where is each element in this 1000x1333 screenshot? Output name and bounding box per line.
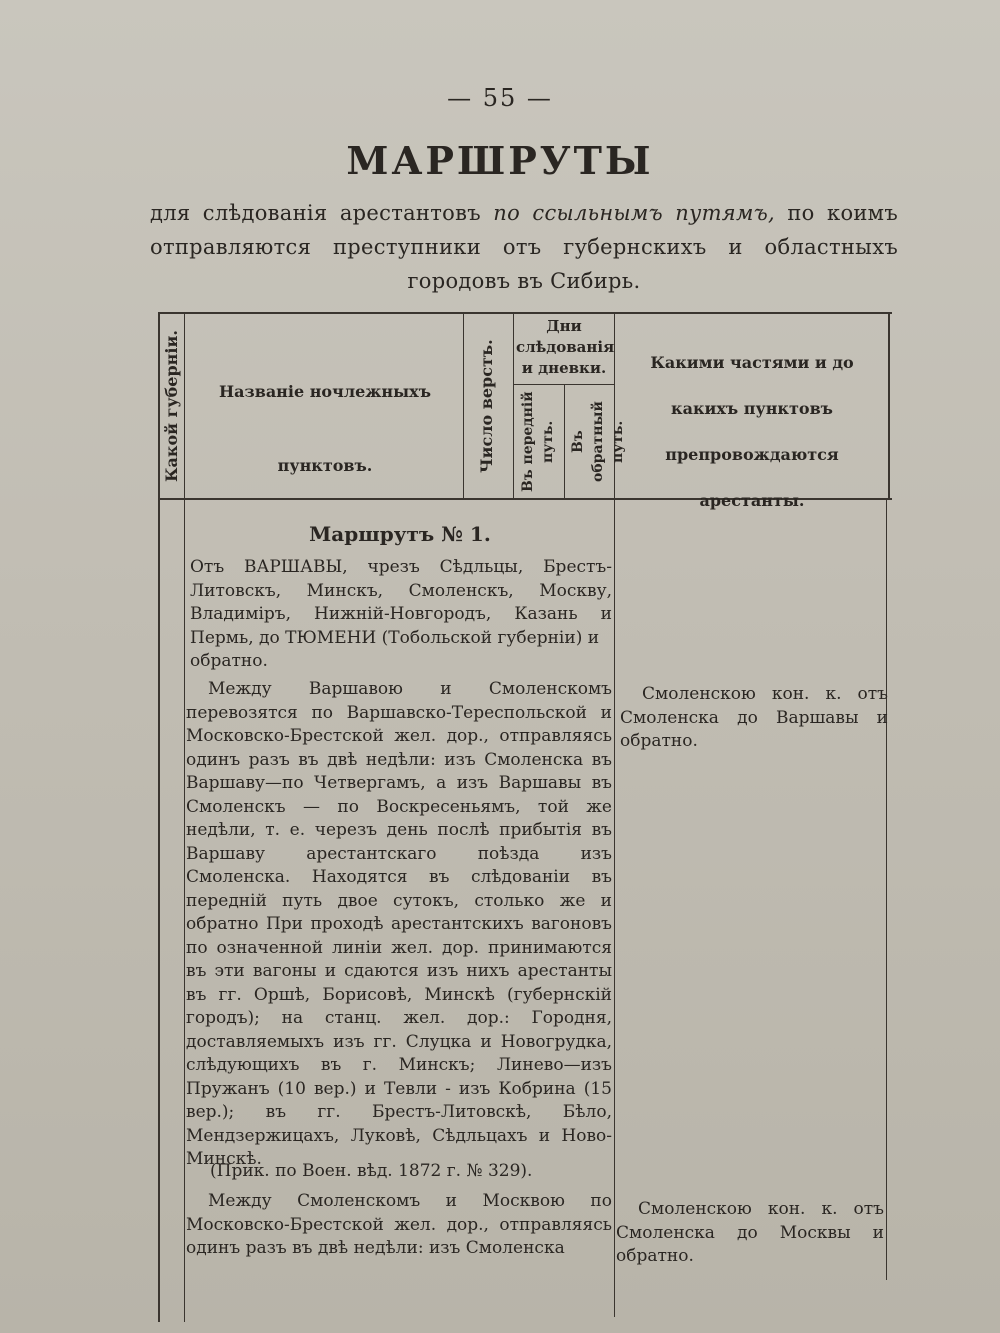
col-rule-versts	[513, 312, 514, 500]
page-number: — 55 —	[447, 84, 553, 112]
subtitle-part2: по коимъ отправляются преступники отъ губернскихъ и областныхъ городовъ въ Сибирь.	[150, 201, 898, 293]
col-rule-points	[463, 312, 464, 500]
header-escort: Какими частями и до какихъ пунктовъ препровождаются арестанты.	[650, 353, 854, 510]
route-description-main: Отъ ВАРШАВЫ, чрезъ Сѣдльцы, Брестъ-Литовскъ, Минскъ, Смоленскъ, Москву, Владиміръ, Нижній-Новгородъ, Казань и Пермь, до ТЮМЕНИ (Тобольской губерніи) и	[190, 557, 612, 648]
route-paragraph-2: Между Смоленскомъ и Москвою по Московско-Брестской жел. дор., отправляясь одинъ разъ въ двѣ недѣли: изъ Смоленска	[186, 1191, 612, 1258]
route-paragraph-1: Между Варшавою и Смоленскомъ перевозятся по Варшавско-Тереспольской и Московско-Брестской жел. дор., отправляясь одинъ разъ въ двѣ недѣли: изъ Смоленска въ Варшаву—по Четвергамъ, а изъ Варшавы въ Смоленскъ — по Воскресеньямъ, той же недѣли, т. е. черезъ день послѣ прибытія въ Варшаву арестантскаго поѣзда изъ Смоленска. Находятся въ слѣдованіи въ передній путь двое сутокъ, столько же и обратно При проходѣ арестантскихъ вагоновъ по означенной линіи жел. дор. принимаются въ эти вагоны и сдаются изъ нихъ арестанты въ гг. Оршѣ, Борисовѣ, Минскѣ (губернскій городъ); на станц. жел. дор.: Городня, доставляемыхъ изъ гг. Слуцка и Новогрудка, слѣдующихъ въ г. Минскъ; Линево—изъ Пружанъ (10 вер.) и Тевли - изъ Кобрина (15 вер.); въ гг. Брестъ-Литовскѣ, Бѣло, Мендзержицахъ, Луковѣ, Сѣдльцахъ и Ново-Минскѣ.	[186, 679, 612, 1169]
route-description	[190, 556, 612, 674]
route-description-end: обратно.	[190, 651, 268, 671]
subtitle-italic: по ссыльнымъ путямъ,	[493, 201, 775, 225]
page-title: МАРШРУТЫ	[346, 138, 654, 183]
table-top-rule	[158, 312, 892, 314]
header-province: Какой губерніи.	[162, 330, 181, 482]
escort-note-2: Смоленскою кон. к. отъ Смоленска до Москвы и обратно.	[616, 1199, 884, 1266]
subtitle-part1: для слѣдованія арестантовъ	[150, 201, 494, 225]
table-right-rule-body	[886, 500, 887, 1280]
route-title: Маршрутъ № 1.	[309, 522, 491, 546]
header-points	[196, 355, 454, 503]
header-back: Въ обратный путь.	[570, 401, 626, 483]
header-versts: Число верстъ.	[477, 339, 496, 473]
header-points-label: Названіе ночлежныхъ пунктовъ.	[219, 382, 431, 475]
col-rule-days	[564, 384, 565, 500]
header-days: Дни слѣдованія и дневки.	[516, 317, 615, 377]
table-right-rule	[888, 312, 890, 500]
subtitle	[150, 196, 898, 298]
order-reference: (Прик. по Воен. вѣд. 1872 г. № 329).	[210, 1161, 533, 1181]
col-rule-province	[184, 312, 185, 1322]
escort-note-1: Смоленскою кон. к. отъ Смоленска до Варшавы и обратно.	[620, 684, 888, 751]
table-left-rule	[158, 312, 160, 1322]
header-forward: Въ передній путь.	[520, 391, 556, 493]
